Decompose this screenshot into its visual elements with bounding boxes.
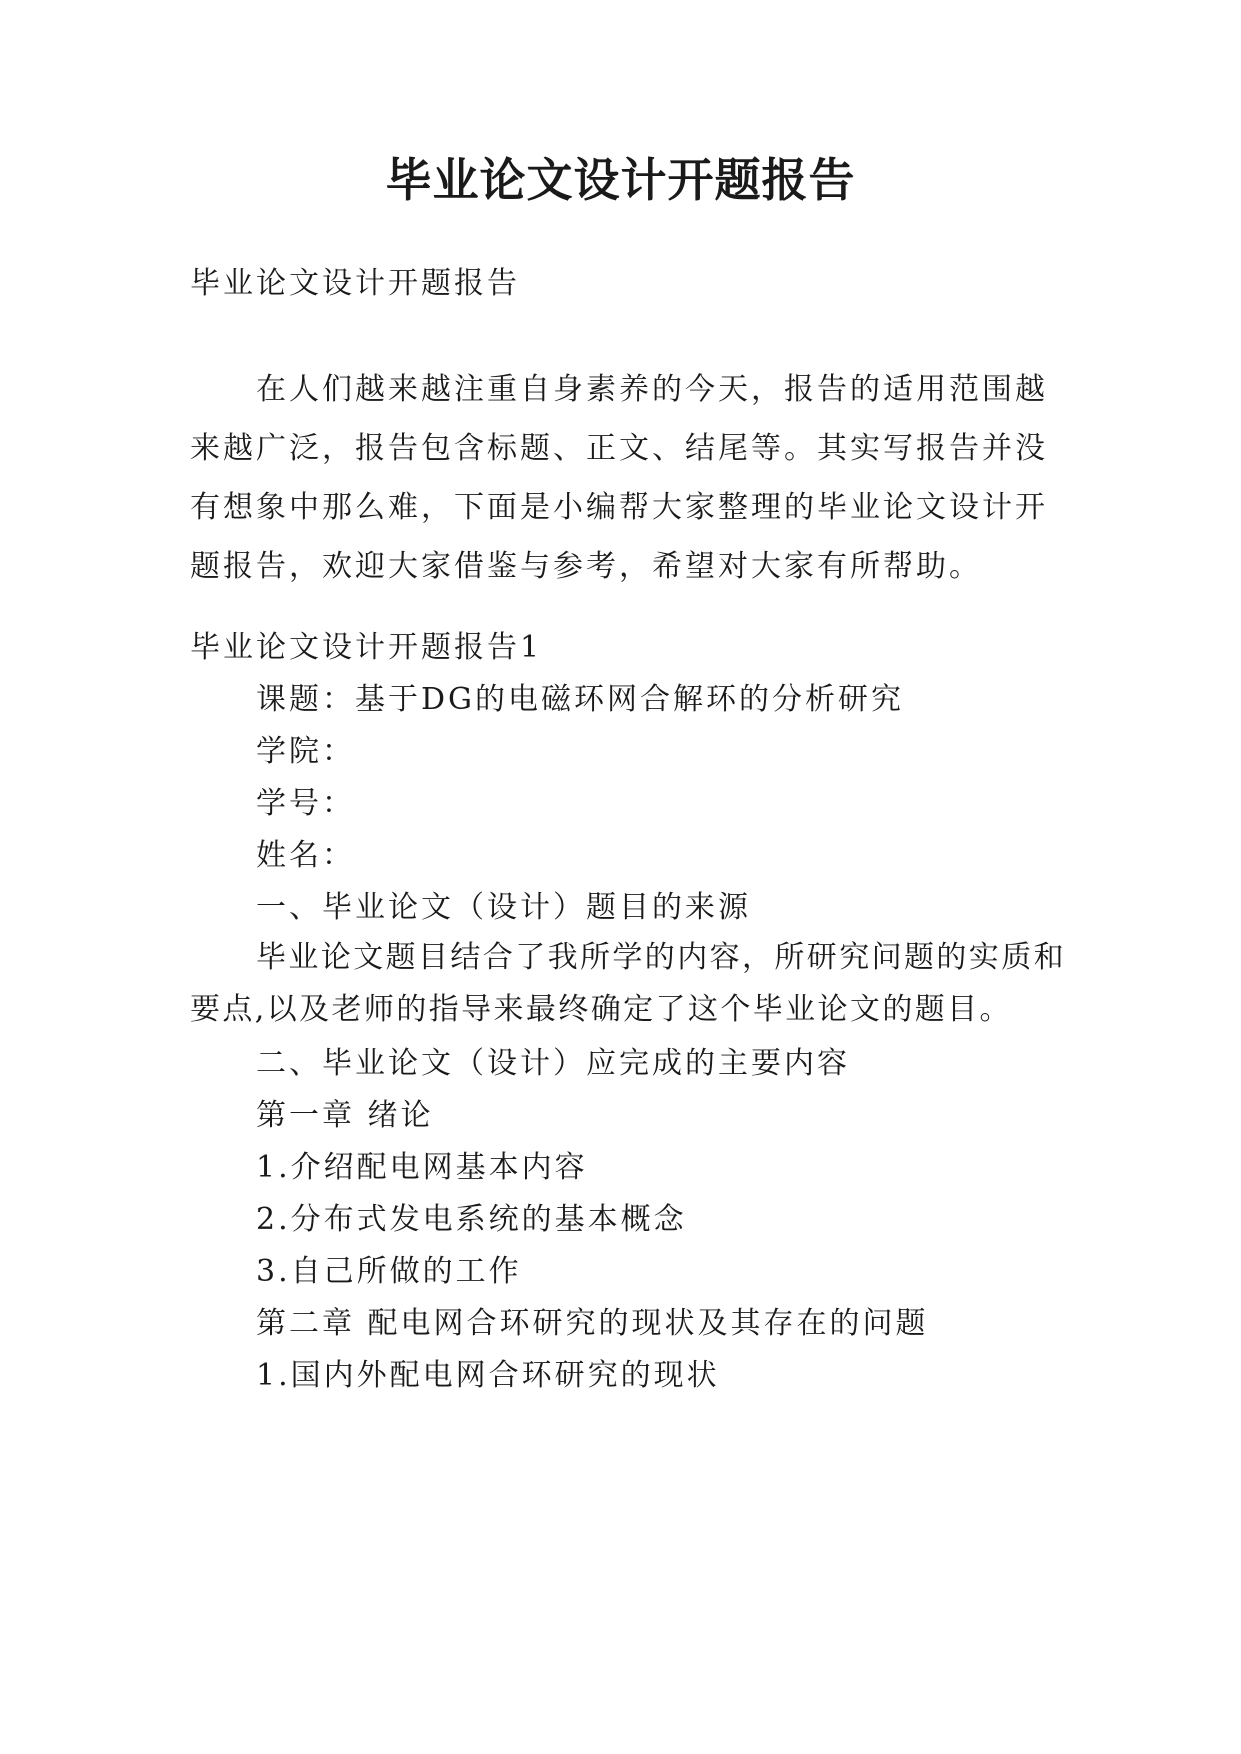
- heading-topic-source: 一、毕业论文（设计）题目的来源: [256, 890, 751, 925]
- chapter-2-heading: 第二章 配电网合环研究的现状及其存在的问题: [256, 1306, 929, 1341]
- heading-main-content: 二、毕业论文（设计）应完成的主要内容: [256, 1046, 850, 1081]
- chapter-1-item-2: 2.分布式发电系统的基本概念: [256, 1202, 687, 1237]
- document-subtitle: 毕业论文设计开题报告: [190, 266, 520, 301]
- chapter-2-item-1: 1.国内外配电网合环研究的现状: [256, 1358, 720, 1393]
- chapter-1-heading: 第一章 绪论: [256, 1098, 434, 1133]
- intro-paragraph: 在人们越来越注重自身素养的今天，报告的适用范围越来越广泛，报告包含标题、正文、结尾等。其实写报告并没有想象中那么难，下面是小编帮大家整理的毕业论文设计开题报告，欢迎大家借鉴与参考，希望对大家有所帮助。: [190, 372, 1048, 584]
- document-title: 毕业论文设计开题报告: [385, 153, 856, 207]
- chapter-1-item-1: 1.介绍配电网基本内容: [256, 1150, 588, 1185]
- student-id-line: 学号：: [256, 786, 355, 821]
- chapter-1-item-3: 3.自己所做的工作: [256, 1254, 522, 1289]
- section-heading: 毕业论文设计开题报告1: [190, 630, 543, 665]
- college-line: 学院：: [256, 734, 355, 769]
- topic-line: 课题：基于DG的电磁环网合解环的分析研究: [256, 682, 905, 717]
- topic-source-paragraph: 毕业论文题目结合了我所学的内容，所研究问题的实质和要点,以及老师的指导来最终确定了这个毕业论文的题目。: [190, 940, 1066, 1027]
- name-line: 姓名：: [256, 838, 355, 873]
